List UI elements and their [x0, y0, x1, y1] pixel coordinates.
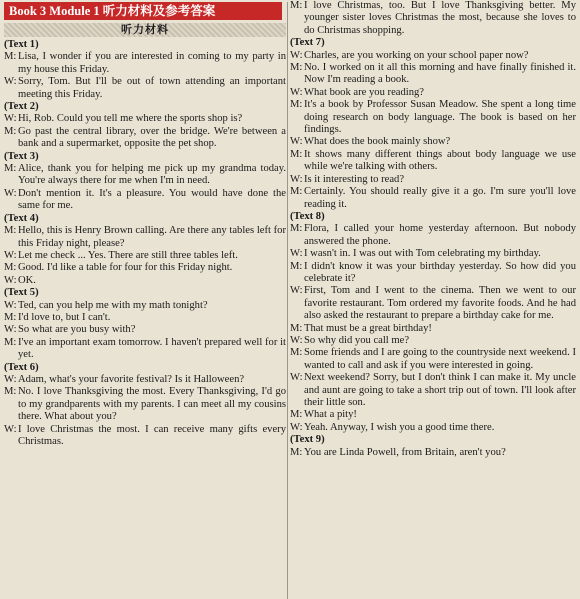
- left-column: [4, 0, 286, 448]
- text-heading: (Text 2): [4, 101, 39, 113]
- speaker-label: W:: [4, 373, 17, 385]
- dialogue-line: [290, 347, 576, 372]
- dialogue-line: [4, 51, 286, 76]
- utterance-text: That must be a great birthday!: [304, 322, 432, 334]
- speaker-label: W:: [4, 249, 17, 261]
- utterance-text: Alice, thank you for helping me pick up my grandma today. You're always there for me when I'm in need.: [18, 163, 286, 187]
- dialogue-line: [4, 250, 286, 262]
- utterance-text: Yeah. Anyway, I wish you a good time there.: [304, 421, 495, 433]
- speaker-label: M:: [290, 148, 303, 160]
- dialogue-line: [4, 126, 286, 151]
- speaker-label: W:: [290, 285, 303, 297]
- speaker-label: W:: [290, 334, 303, 346]
- speaker-label: W:: [290, 86, 303, 98]
- speaker-label: M:: [290, 99, 303, 111]
- dialogue-line: [4, 312, 286, 324]
- utterance-text: What a pity!: [304, 409, 357, 421]
- dialogue-line: [290, 422, 576, 434]
- speaker-label: M:: [290, 446, 303, 458]
- utterance-text: Don't mention it. It's a pleasure. You would have done the same for me.: [18, 187, 286, 212]
- utterance-text: Lisa, I wonder if you are interested in coming to my party in my house this Friday.: [18, 51, 286, 75]
- utterance-text: Ted, can you help me with my math tonight?: [18, 299, 208, 311]
- text-heading: (Text 3): [4, 150, 39, 162]
- speaker-label: W:: [4, 113, 17, 125]
- speaker-label: M:: [4, 51, 17, 63]
- speaker-label: W:: [4, 76, 17, 88]
- right-column-body: [290, 0, 576, 459]
- utterance-text: I wasn't in. I was out with Tom celebrating my birthday.: [304, 248, 541, 260]
- speaker-label: W:: [4, 423, 17, 435]
- dialogue-line: [290, 186, 576, 211]
- utterance-text: Charles, are you working on your school paper now?: [304, 49, 529, 61]
- text-heading: (Text 4): [4, 212, 39, 224]
- utterance-text: Adam, what's your favorite festival? Is it Halloween?: [18, 373, 245, 385]
- utterance-text: I didn't know it was your birthday yesterday. So how did you celebrate it?: [304, 260, 576, 284]
- utterance-text: OK.: [18, 274, 36, 286]
- utterance-text: Certainly. You should really give it a go. I'm sure you'll love reading it.: [304, 186, 576, 210]
- utterance-text: So why did you call me?: [304, 334, 410, 346]
- speaker-label: M:: [290, 0, 303, 11]
- speaker-label: W:: [290, 421, 303, 433]
- utterance-text: First, Tom and I went to the cinema. Then we went to our favorite restaurant. Tom ordered my favorite foods. And he had also asked the restaurant to prepare a birthday cake for me.: [304, 285, 576, 322]
- dialogue-line: [290, 447, 576, 459]
- text-heading: (Text 1): [4, 39, 39, 50]
- text-heading: (Text 7): [290, 37, 325, 49]
- utterance-text: Next weekend? Sorry, but I don't think I can make it. My uncle and aunt are going to take a short trip out of town. I'll look after their little son.: [304, 372, 576, 408]
- right-column: [290, 0, 576, 459]
- speaker-label: M:: [290, 186, 303, 198]
- utterance-text: Go past the central library, over the bridge. We're between a bank and a supermarket, opposite the pet shop.: [18, 125, 286, 150]
- utterance-text: No. I love Thanksgiving the most. Every Thanksgiving, I'd go to my grandparents with my parents. I can meet all my cousins there. What about you?: [18, 386, 286, 423]
- speaker-label: W:: [290, 248, 303, 260]
- dialogue-line: [290, 261, 576, 286]
- section-subtitle: 听力材料: [4, 23, 286, 37]
- text-heading: (Text 5): [4, 287, 39, 299]
- utterance-text: I'd love to, but I can't.: [18, 311, 111, 323]
- speaker-label: M:: [4, 225, 17, 237]
- text-heading: (Text 8): [290, 210, 325, 222]
- speaker-label: M:: [290, 409, 303, 421]
- dialogue-line: [290, 323, 576, 335]
- speaker-label: W:: [290, 136, 303, 148]
- text-heading: (Text 9): [290, 434, 325, 446]
- speaker-label: W:: [4, 187, 17, 199]
- utterance-text: Is it interesting to read?: [304, 173, 405, 185]
- speaker-label: M:: [290, 347, 303, 359]
- dialogue-line: [290, 248, 576, 260]
- dialogue-line: [290, 372, 576, 409]
- dialogue-line: [4, 225, 286, 250]
- speaker-label: M:: [290, 260, 303, 272]
- utterance-text: What book are you reading?: [304, 86, 425, 98]
- dialogue-line: [4, 374, 286, 386]
- column-divider: [287, 2, 288, 599]
- dialogue-line: [4, 300, 286, 312]
- dialogue-line: [290, 149, 576, 174]
- dialogue-line: [4, 424, 286, 449]
- dialogue-line: [290, 99, 576, 136]
- utterance-text: It shows many different things about body language we use while we're talking with others.: [304, 148, 576, 173]
- text-heading: (Text 6): [4, 361, 39, 373]
- dialogue-line: [290, 87, 576, 99]
- speaker-label: M:: [4, 125, 17, 137]
- utterance-text: I've an important exam tomorrow. I haven't prepared well for it yet.: [18, 336, 286, 361]
- dialogue-line: [290, 223, 576, 248]
- dialogue-line: [4, 337, 286, 362]
- speaker-label: M:: [4, 311, 17, 323]
- dialogue-line: [4, 262, 286, 274]
- utterance-text: Hello, this is Henry Brown calling. Are there any tables left for this Friday night, please?: [18, 225, 286, 249]
- utterance-text: Flora, I called your home yesterday afternoon. But nobody answered the phone.: [304, 223, 576, 247]
- page-title: Book 3 Module 1 听力材料及参考答案: [4, 2, 282, 20]
- dialogue-line: [290, 285, 576, 322]
- speaker-label: W:: [4, 299, 17, 311]
- utterance-text: You are Linda Powell, from Britain, aren't you?: [304, 446, 506, 458]
- speaker-label: W:: [290, 372, 303, 384]
- speaker-label: M:: [290, 62, 303, 74]
- utterance-text: So what are you busy with?: [18, 324, 136, 336]
- dialogue-line: [290, 409, 576, 421]
- dialogue-line: [290, 50, 576, 62]
- dialogue-line: [290, 136, 576, 148]
- dialogue-line: [290, 335, 576, 347]
- dialogue-line: [4, 76, 286, 101]
- speaker-label: M:: [4, 163, 17, 175]
- dialogue-line: [290, 174, 576, 186]
- dialogue-line: [290, 62, 576, 87]
- speaker-label: M:: [290, 322, 303, 334]
- dialogue-line: [4, 113, 286, 125]
- speaker-label: M:: [4, 336, 17, 348]
- dialogue-line: [4, 386, 286, 423]
- utterance-text: Sorry, Tom. But I'll be out of town attending an important meeting this Friday.: [18, 76, 286, 100]
- speaker-label: M:: [290, 223, 303, 235]
- utterance-text: I love Christmas, too. But I love Thanksgiving better. My younger sister loves Christmas the most, because she loves to do Christmas shopping.: [304, 0, 576, 36]
- utterance-text: It's a book by Professor Susan Meadow. She spent a long time doing research on body language. The book is based on her findings.: [304, 99, 576, 136]
- left-column-body: [4, 39, 286, 448]
- speaker-label: W:: [4, 324, 17, 336]
- dialogue-line: [4, 163, 286, 188]
- dialogue-line: [4, 275, 286, 287]
- utterance-text: What does the book mainly show?: [304, 136, 451, 148]
- speaker-label: M:: [4, 262, 17, 274]
- dialogue-line: [4, 324, 286, 336]
- speaker-label: W:: [290, 49, 303, 61]
- utterance-text: Some friends and I are going to the countryside next weekend. I wanted to call and ask if you were interested in going.: [304, 347, 576, 371]
- utterance-text: Good. I'd like a table for four for this Friday night.: [18, 262, 233, 274]
- utterance-text: I love Christmas the most. I can receive many gifts every Christmas.: [18, 423, 286, 447]
- speaker-label: M:: [4, 386, 17, 398]
- dialogue-line: [290, 0, 576, 37]
- utterance-text: Let me check ... Yes. There are still three tables left.: [18, 249, 238, 261]
- speaker-label: W:: [290, 173, 303, 185]
- dialogue-line: [4, 188, 286, 213]
- speaker-label: W:: [4, 274, 17, 286]
- utterance-text: Hi, Rob. Could you tell me where the sports shop is?: [18, 113, 243, 125]
- utterance-text: No. I worked on it all this morning and have finally finished it. Now I'm reading a book.: [304, 62, 576, 86]
